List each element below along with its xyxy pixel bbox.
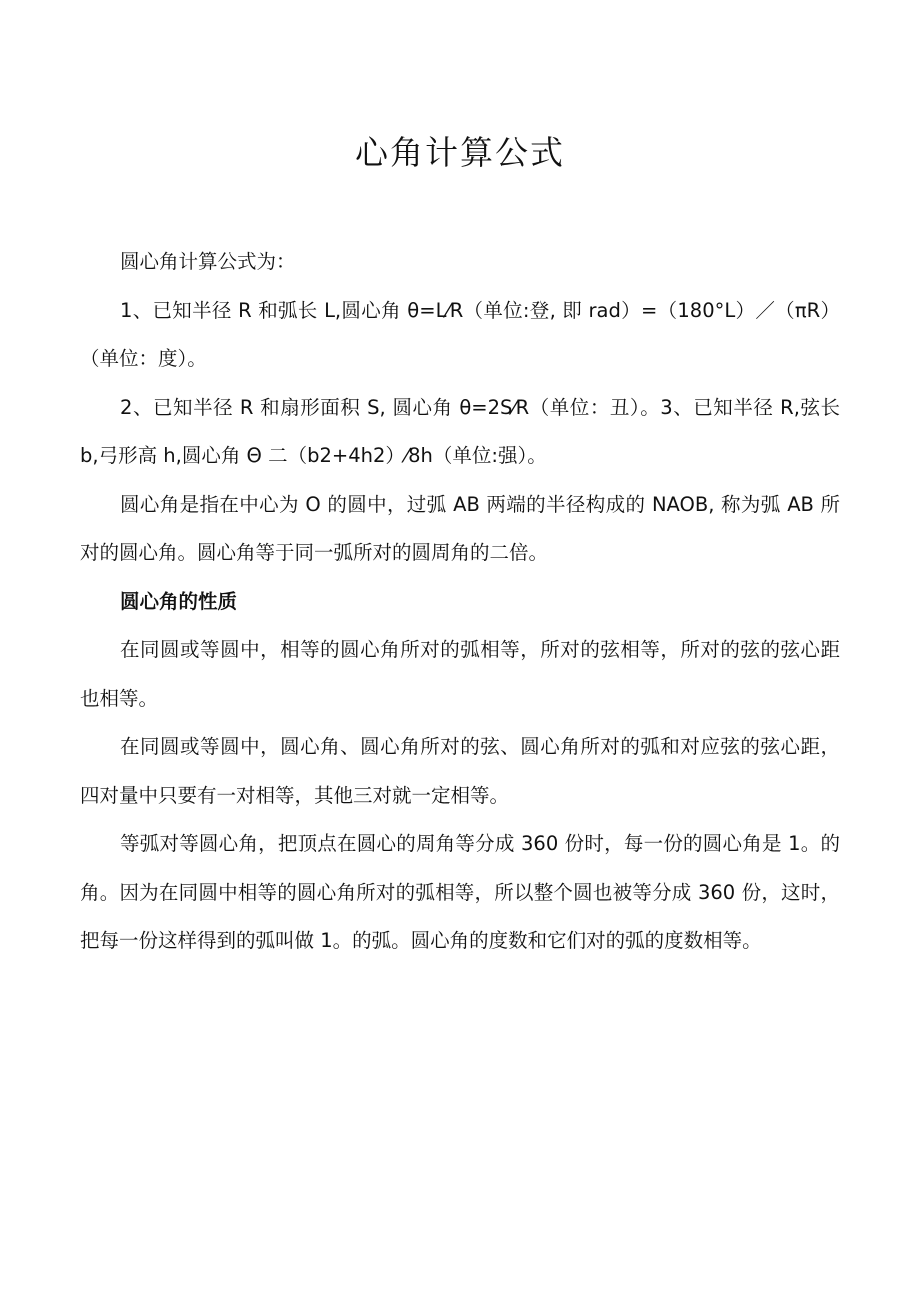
paragraph-property-1: 在同圆或等圆中，相等的圆心角所对的弧相等，所对的弦相等，所对的弦的弦心距也相等。 xyxy=(80,638,840,710)
page-title: 心角计算公式 xyxy=(355,133,565,172)
section-heading: 圆心角的性质 xyxy=(120,589,238,613)
paragraph-property-2: 在同圆或等圆中，圆心角、圆心角所对的弦、圆心角所对的弧和对应弦的弦心距，四对量中只要有一对相等，其他三对就一定相等。 xyxy=(80,735,840,807)
paragraph-property-3: 等弧对等圆心角，把顶点在圆心的周角等分成 360 份时，每一份的圆心角是 1。的角。因为在同圆中相等的圆心角所对的弧相等，所以整个圆也被等分成 360 份，这时，把每一份这样得到的弧叫做 1。的弧。圆心角的度数和它们对的弧的度数相等。 xyxy=(80,832,840,952)
paragraph-formula-1: 1、已知半径 R 和弧长 L,圆心角 θ=L⁄R（单位:登, 即 rad）=（180°L）／（πR）（单位：度）。 xyxy=(80,298,840,370)
paragraph-intro: 圆心角计算公式为： xyxy=(120,250,296,273)
paragraph-formula-2-3: 2、已知半径 R 和扇形面积 S, 圆心角 θ=2S⁄R（单位：丑）。3、已知半径 R,弦长 b,弓形高 h,圆心角 Θ 二（b2+4h2）⁄8h（单位:强）。 xyxy=(80,395,840,467)
document-body xyxy=(80,238,840,966)
paragraph-definition: 圆心角是指在中心为 O 的圆中，过弧 AB 两端的半径构成的 NAOB, 称为弧 AB 所对的圆心角。圆心角等于同一弧所对的圆周角的二倍。 xyxy=(80,492,840,564)
